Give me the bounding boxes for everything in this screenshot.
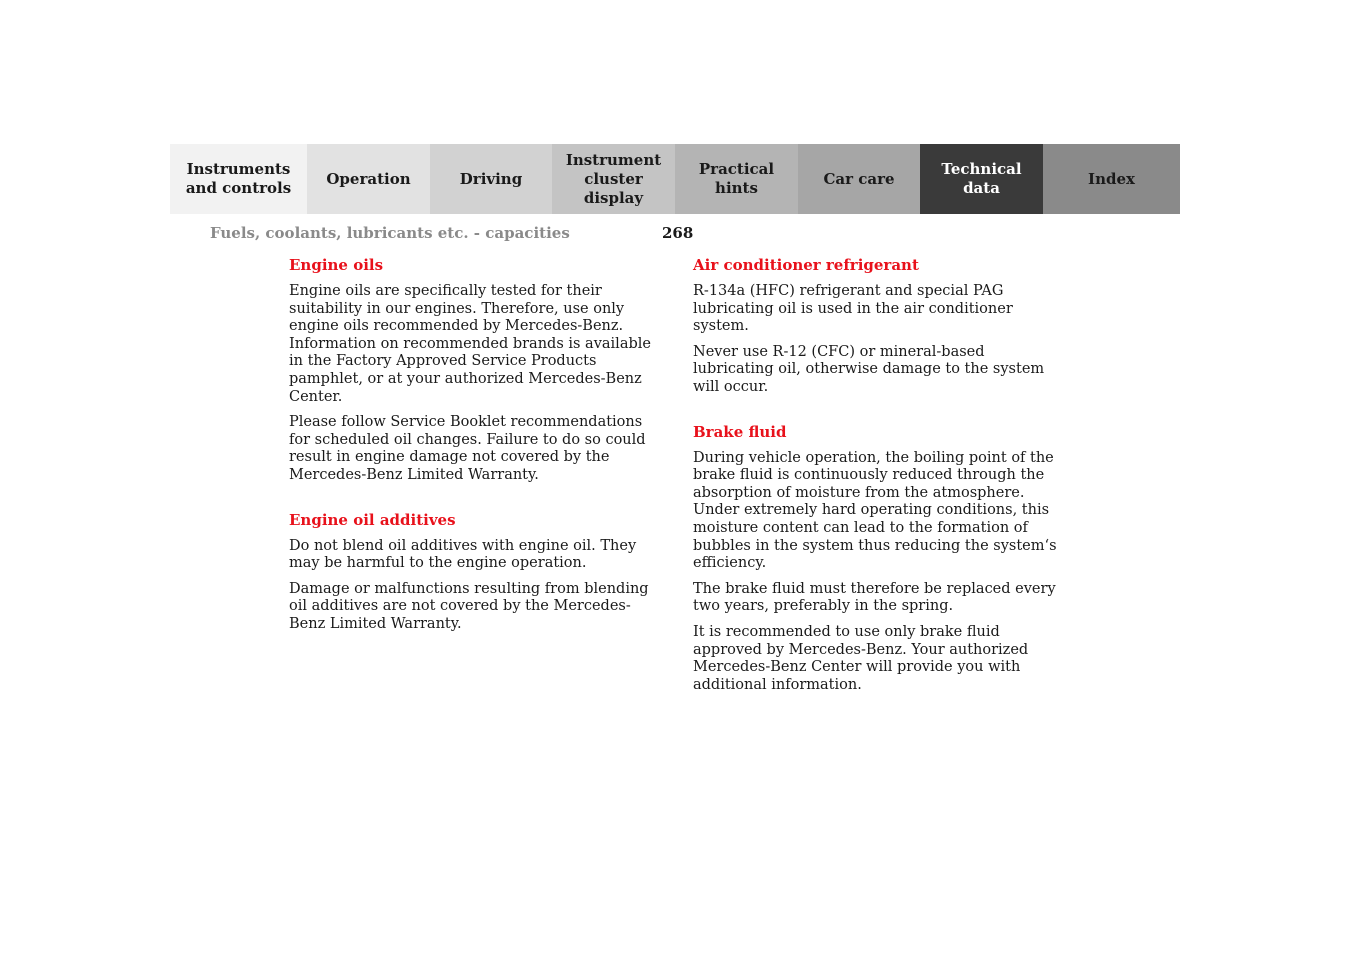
right-column [693,256,1065,720]
refrigerant-heading: Air conditioner refrigerant [693,256,919,274]
engine-oils-heading: Engine oils [289,256,384,274]
chapter-tab-bar [170,144,1180,214]
engine-oils-paragraph-1: Engine oils are specifically tested for their suitability in our engines. Therefore, use only engine oils recommended by Mercedes-Benz. Information on recommended brands is available in the Factory Approved Service Products pamphlet, or at your authorized Mercedes-Benz Center. [289,283,651,405]
engine-oils-section [289,256,661,485]
refrigerant-paragraph-1: R-134a (HFC) refrigerant and special PAG lubricating oil is used in the air conditioner system. [693,283,1013,335]
brake-fluid-paragraph-3: It is recommended to use only brake fluid approved by Mercedes-Benz. Your authorized Mercedes-Benz Center will provide you with additional information. [693,623,1029,693]
page-header [210,224,1110,244]
tab-operation[interactable]: Operation [307,144,430,214]
section-title: Fuels, coolants, lubricants etc. - capacities [210,224,570,242]
brake-fluid-section [693,423,1065,695]
engine-oil-additives-section [289,511,661,634]
tab-technical-data[interactable]: Technical data [920,144,1043,214]
tab-index[interactable]: Index [1043,144,1180,214]
engine-oils-paragraph-2: Please follow Service Booklet recommendations for scheduled oil changes. Failure to do so could result in engine damage not covered by the Mercedes-Benz Limited Warranty. [289,414,646,483]
brake-fluid-paragraph-2: The brake fluid must therefore be replaced every two years, preferably in the spring. [693,580,1056,615]
brake-fluid-paragraph-1: During vehicle operation, the boiling point of the brake fluid is continuously reduced through the absorption of moisture from the atmosphere. Under extremely hard operating conditions, this moisture content can lead to the formation of bubbles in the system thus reducing the system‘s efficiency. [693,449,1057,572]
refrigerant-paragraph-2: Never use R-12 (CFC) or mineral-based lubricating oil, otherwise damage to the system will occur. [693,343,1045,395]
page-number: 268 [662,224,694,242]
refrigerant-section [693,256,1065,397]
tab-instruments-and-controls[interactable]: Instruments and controls [170,144,307,214]
engine-oil-additives-paragraph-2: Damage or malfunctions resulting from blending oil additives are not covered by the Mercedes-Benz Limited Warranty. [289,580,649,632]
engine-oil-additives-heading: Engine oil additives [289,510,456,529]
left-column [289,256,661,660]
tab-driving[interactable]: Driving [430,144,552,214]
tab-car-care[interactable]: Car care [798,144,920,214]
engine-oil-additives-paragraph-1: Do not blend oil additives with engine oil. They may be harmful to the engine operation. [289,537,637,572]
tab-instrument-cluster-display[interactable]: Instrument cluster display [552,144,675,214]
brake-fluid-heading: Brake fluid [693,422,787,441]
tab-practical-hints[interactable]: Practical hints [675,144,798,214]
